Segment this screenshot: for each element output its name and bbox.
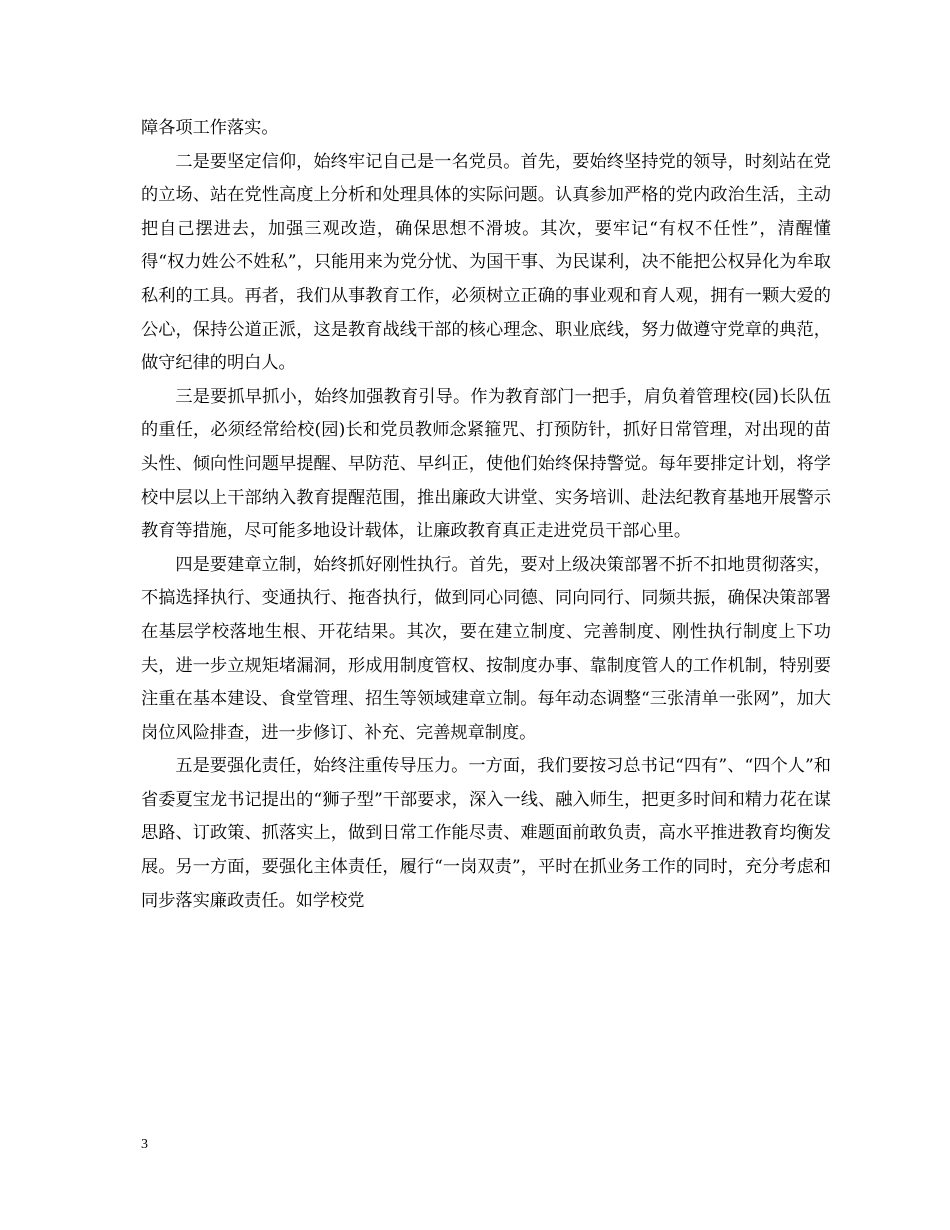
paragraph-2: 二是要坚定信仰，始终牢记自己是一名党员。首先，要始终坚持党的领导，时刻站在党的立场、站在党性高度上分析和处理具体的实际问题。认真参加严格的党内政治生活，主动把自己摆进去，加强三观改造，确保思想不滑坡。其次，要牢记“有权不任性”，清醒懂得“权力姓公不姓私”，只能用来为党分忧、为国干事、为民谋利，决不能把公权异化为牟取私利的工具。再者，我们从事教育工作，必须树立正确的事业观和育人观，拥有一颗大爱的公心，保持公道正派，这是教育战线干部的核心理念、职业底线，努力做遵守党章的典范，做守纪律的明白人。 <box>141 151 831 374</box>
paragraph-5: 五是要强化责任，始终注重传导压力。一方面，我们要按习总书记“四有”、“四个人”和省委夏宝龙书记提出的“狮子型”干部要求，深入一线、融入师生，把更多时间和精力花在谋思路、订政策、抓落实上，做到日常工作能尽责、难题面前敢负责，高水平推进教育均衡发展。另一方面，要强化主体责任，履行“一岗双责”，平时在抓业务工作的同时，充分考虑和同步落实廉政责任。如学校党 <box>141 756 831 911</box>
paragraph-4: 四是要建章立制，始终抓好刚性执行。首先，要对上级决策部署不折不扣地贯彻落实，不搞选择执行、变通执行、拖沓执行，做到同心同德、同向同行、同频共振，确保决策部署在基层学校落地生根、开花结果。其次，要在建立制度、完善制度、刚性执行制度上下功夫，进一步立规矩堵漏洞，形成用制度管权、按制度办事、靠制度管人的工作机制，特别要注重在基本建设、食堂管理、招生等领域建章立制。每年动态调整“三张清单一张网”，加大岗位风险排查，进一步修订、补充、完善规章制度。 <box>141 554 831 743</box>
page-number: 3 <box>141 1137 148 1152</box>
document-body <box>141 112 831 918</box>
paragraph-1: 障各项工作落实。 <box>141 118 279 138</box>
paragraph-3: 三是要抓早抓小，始终加强教育引导。作为教育部门一把手，肩负着管理校(园)长队伍的重任，必须经常给校(园)长和党员教师念紧箍咒、打预防针，抓好日常管理，对出现的苗头性、倾向性问题早提醒、早防范、早纠正，使他们始终保持警觉。每年要排定计划，将学校中层以上干部纳入教育提醒范围，推出廉政大讲堂、实务培训、赴法纪教育基地开展警示教育等措施，尽可能多地设计载体，让廉政教育真正走进党员干部心里。 <box>141 386 831 542</box>
